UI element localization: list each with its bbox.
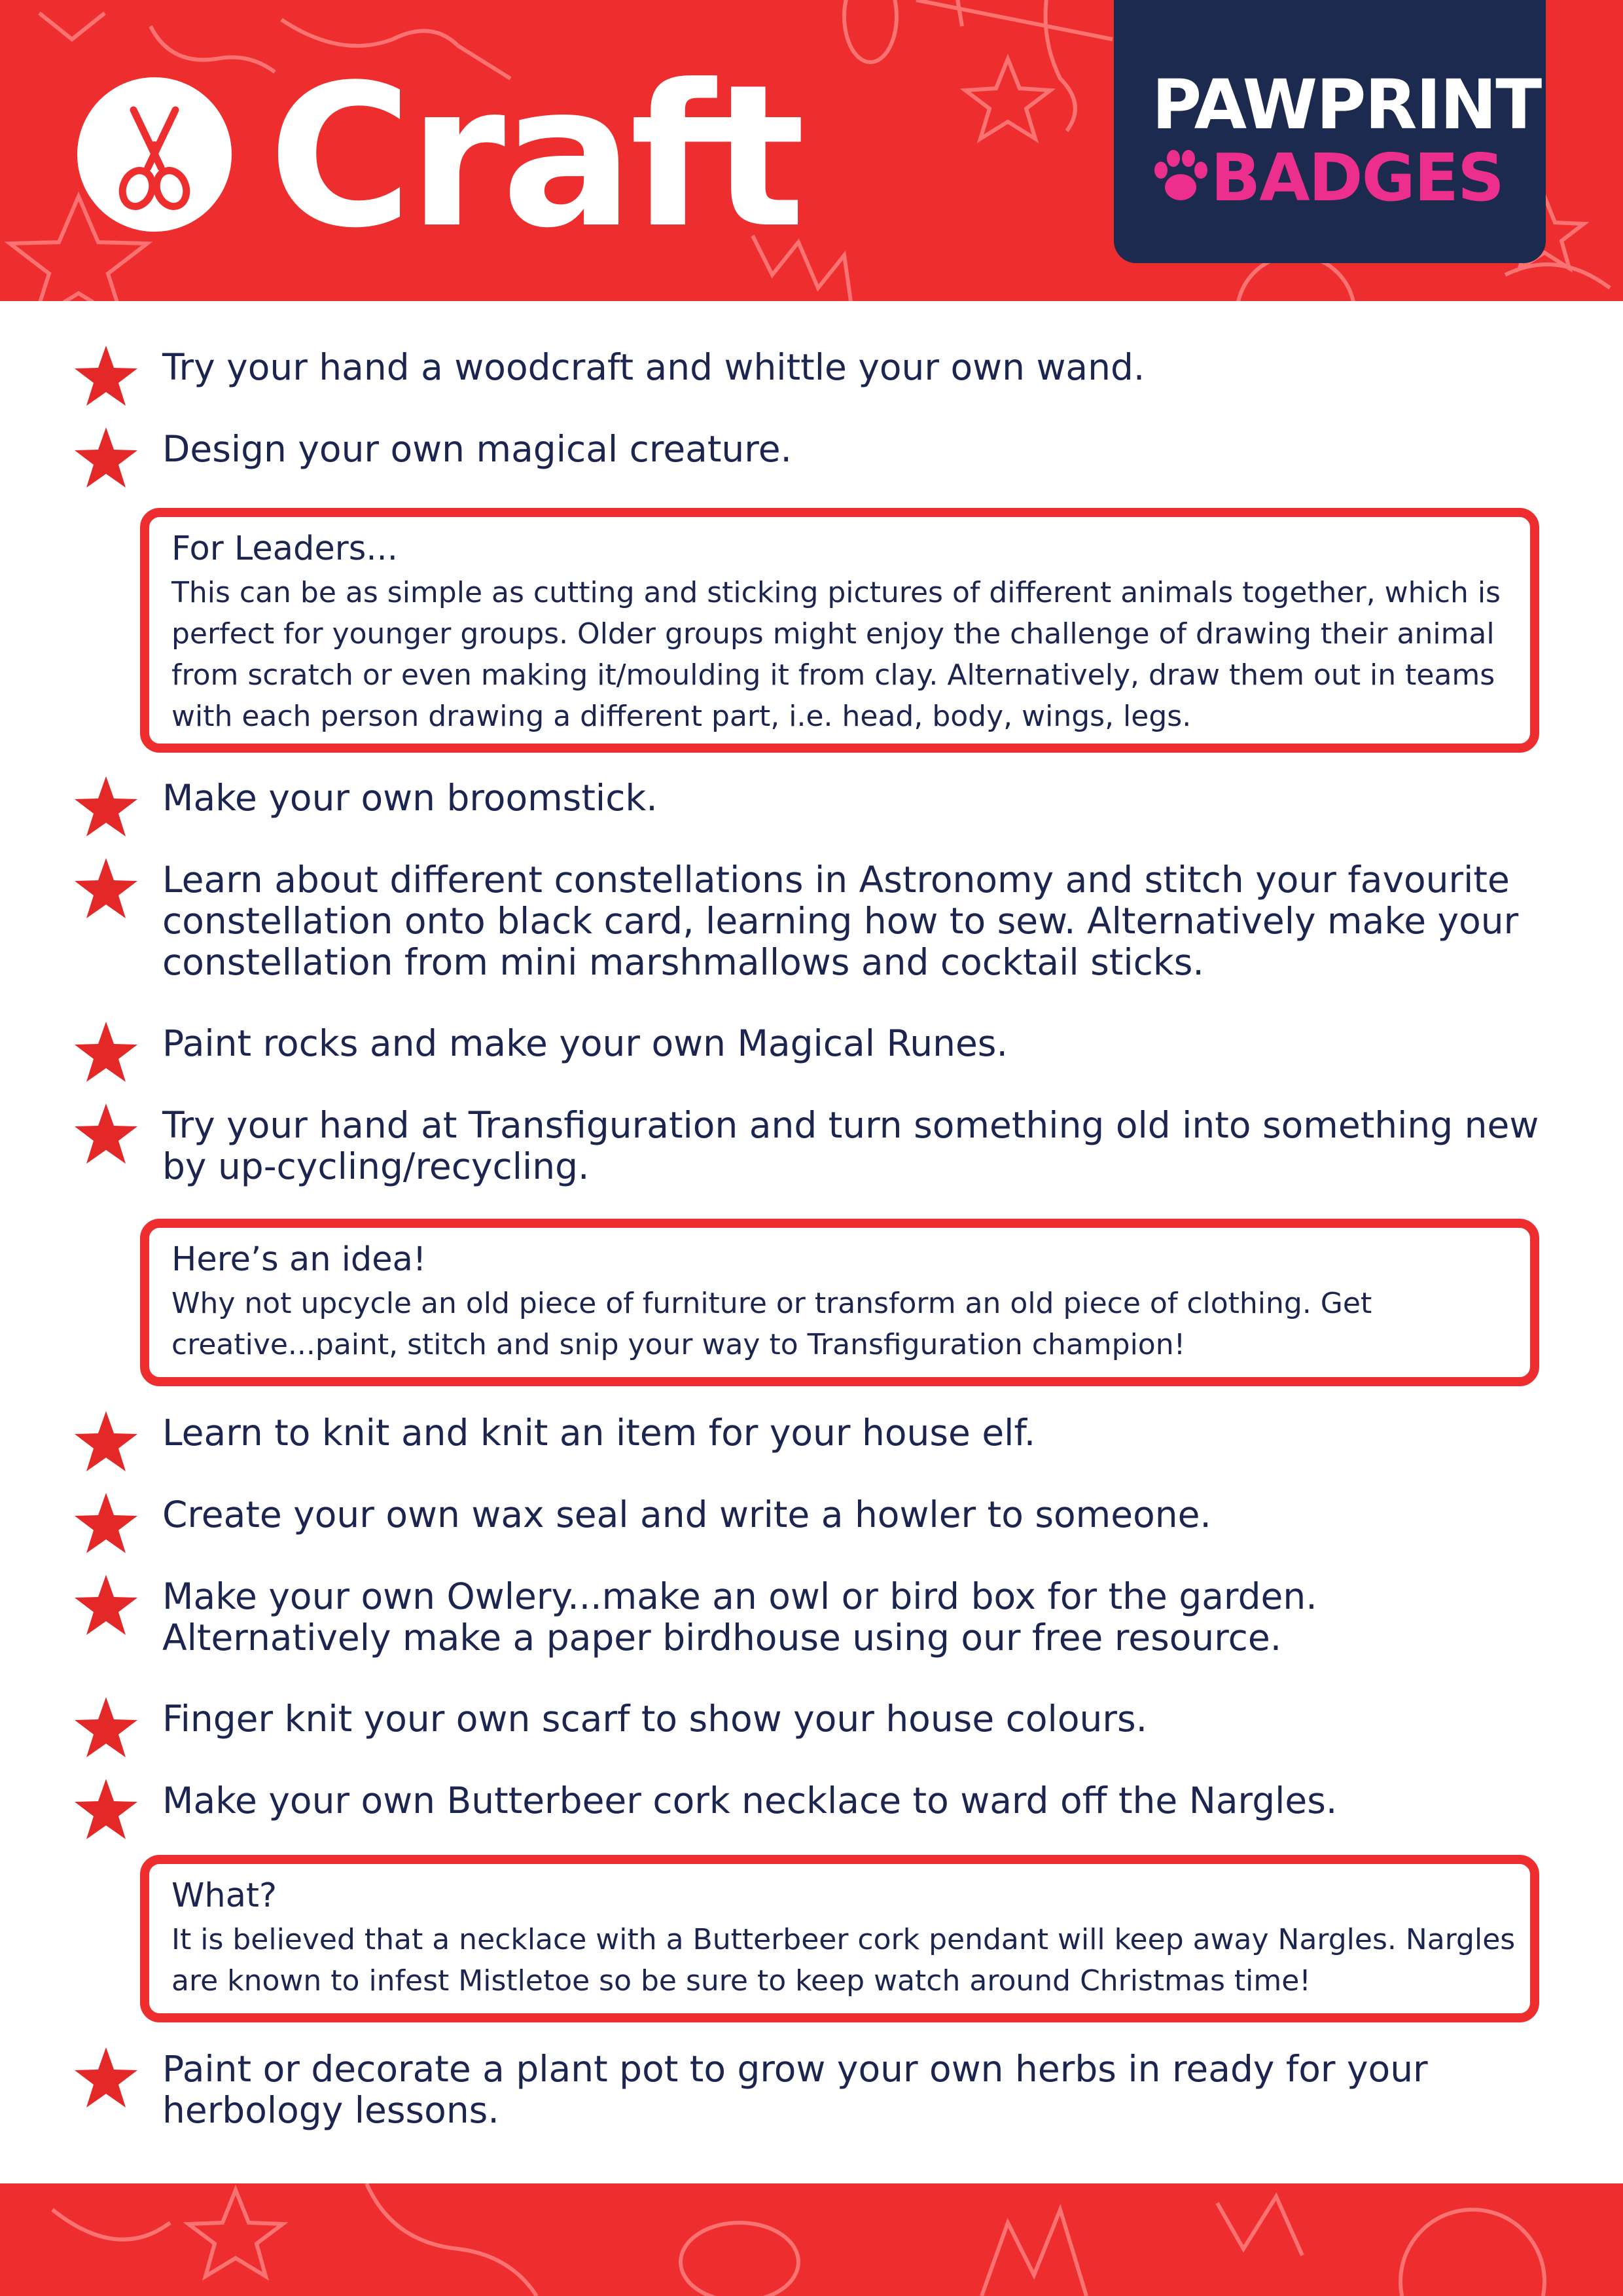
star-icon xyxy=(73,1020,139,1083)
info-box-title: For Leaders... xyxy=(171,529,398,568)
list-item-text: Paint rocks and make your own Magical Runes. xyxy=(162,1022,1008,1064)
list-item-text: Make your own broomstick. xyxy=(162,777,658,819)
page-title: Craft xyxy=(268,43,802,271)
info-box xyxy=(140,1219,1539,1386)
info-box xyxy=(140,508,1539,753)
star-icon xyxy=(73,775,139,838)
star-icon xyxy=(73,1410,139,1473)
list-item-text: Create your own wax seal and write a howler to someone. xyxy=(162,1494,1211,1535)
star-icon xyxy=(73,1102,139,1165)
star-icon xyxy=(73,1573,139,1636)
star-icon xyxy=(73,1696,139,1759)
star-icon xyxy=(73,1778,139,1840)
list-item-text: Learn to knit and knit an item for your house elf. xyxy=(162,1412,1036,1454)
brand-name-bottom: BADGES xyxy=(1211,139,1504,216)
info-box-body: It is believed that a necklace with a Butterbeer cork pendant will keep away Nargles. Nargles are known to infest Mistletoe so be sure to keep watch around Christmas time! xyxy=(171,1923,1516,1998)
list-item-text: Make your own Butterbeer cork necklace to ward off the Nargles. xyxy=(162,1780,1338,1821)
list-item-text: Paint or decorate a plant pot to grow your own herbs in ready for your herbology lessons. xyxy=(162,2048,1428,2131)
star-icon xyxy=(73,1492,139,1554)
list-item-text: Finger knit your own scarf to show your house colours. xyxy=(162,1698,1148,1740)
info-box xyxy=(140,1855,1539,2022)
footer-banner xyxy=(0,2183,1623,2296)
list-item-text: Try your hand at Transfiguration and turn something old into something new by up-cycling/recycling. xyxy=(162,1104,1539,1187)
info-box-title: What? xyxy=(171,1876,277,1915)
list-item-text: Design your own magical creature. xyxy=(162,428,793,470)
header-banner xyxy=(0,0,1623,301)
decorative-doodles xyxy=(0,2183,1623,2296)
info-box-body: This can be as simple as cutting and sticking pictures of different animals together, which is perfect for younger groups. Older groups might enjoy the challenge of drawing their animal from scratch or even making it/moulding it from clay. Alternatively, draw them out in teams with each person drawing a different part, i.e. head, body, wings, legs. xyxy=(171,576,1501,733)
info-box-title: Here’s an idea! xyxy=(171,1240,427,1279)
star-icon xyxy=(73,857,139,920)
list-item-text: Make your own Owlery...make an owl or bird box for the garden. Alternatively make a paper birdhouse using our free resource. xyxy=(162,1575,1317,1659)
star-icon xyxy=(73,2046,139,2109)
star-icon xyxy=(73,344,139,407)
pawprint-badges-logo xyxy=(1114,0,1546,263)
scissors-icon xyxy=(77,77,232,232)
brand-name-top: PAWPRINT xyxy=(1152,65,1541,145)
paw-icon xyxy=(1152,148,1209,206)
list-item-text: Learn about different constellations in Astronomy and stitch your favourite constellation onto black card, learning how to sew. Alternatively make your constellation from mini marshmallows and cocktail sticks. xyxy=(162,859,1519,983)
info-box-body: Why not upcycle an old piece of furniture or transform an old piece of clothing. Get creative...paint, stitch and snip your way to Transfiguration champion! xyxy=(171,1287,1372,1361)
list-item-text: Try your hand a woodcraft and whittle your own wand. xyxy=(162,346,1145,388)
star-icon xyxy=(73,426,139,489)
